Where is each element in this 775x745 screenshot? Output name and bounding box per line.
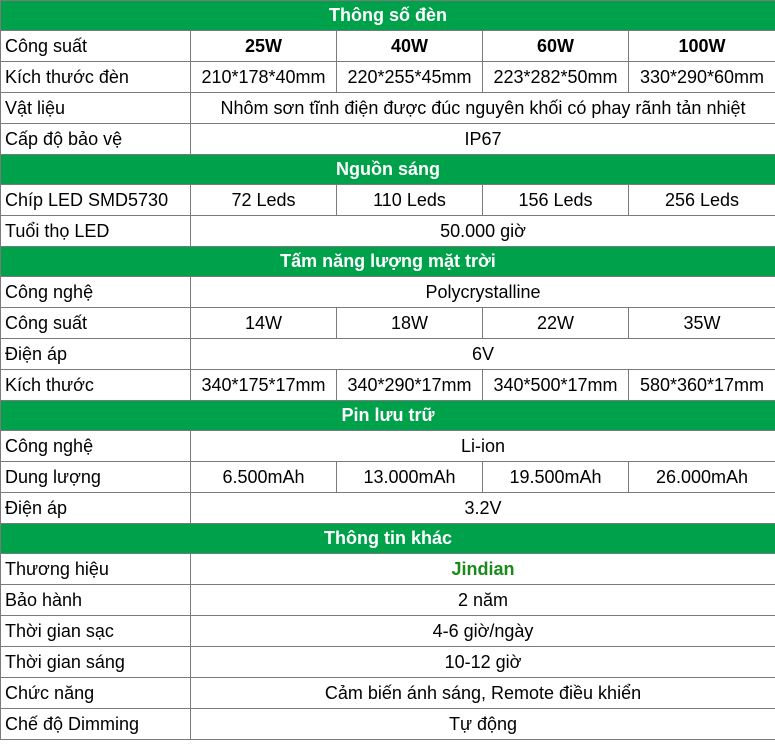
- row-label: Kích thước: [1, 370, 191, 401]
- cell-value: 2 năm: [191, 585, 775, 616]
- row-label: Thương hiệu: [1, 554, 191, 585]
- cell-value: 6V: [191, 339, 775, 370]
- row-label: Công suất: [1, 308, 191, 339]
- cell-value: 210*178*40mm: [191, 62, 337, 93]
- cell-value: 14W: [191, 308, 337, 339]
- table-row: [1, 31, 775, 62]
- cell-value: 110 Leds: [337, 185, 483, 216]
- section-title: Nguồn sáng: [1, 155, 775, 185]
- row-label: Thời gian sáng: [1, 647, 191, 678]
- table-row: [1, 647, 775, 678]
- section-header-light-source: [1, 155, 775, 185]
- table-row: [1, 370, 775, 401]
- table-row: [1, 709, 775, 740]
- cell-value: 156 Leds: [483, 185, 629, 216]
- cell-value: 340*175*17mm: [191, 370, 337, 401]
- cell-value: 18W: [337, 308, 483, 339]
- row-label: Bảo hành: [1, 585, 191, 616]
- row-label: Cấp độ bảo vệ: [1, 124, 191, 155]
- cell-value: Polycrystalline: [191, 277, 775, 308]
- cell-value: 72 Leds: [191, 185, 337, 216]
- cell-value: 50.000 giờ: [191, 216, 775, 247]
- cell-value: 3.2V: [191, 493, 775, 524]
- row-label: Kích thước đèn: [1, 62, 191, 93]
- cell-value: 340*500*17mm: [483, 370, 629, 401]
- brand-name: Jindian: [191, 554, 775, 585]
- table-row: [1, 554, 775, 585]
- cell-value: 22W: [483, 308, 629, 339]
- row-label: Điện áp: [1, 339, 191, 370]
- table-row: [1, 493, 775, 524]
- table-row: [1, 277, 775, 308]
- cell-value: 6.500mAh: [191, 462, 337, 493]
- cell-value: 60W: [483, 31, 629, 62]
- table-row: [1, 62, 775, 93]
- table-row: [1, 339, 775, 370]
- cell-value: 256 Leds: [629, 185, 775, 216]
- section-header-lamp: [1, 1, 775, 31]
- cell-value: 4-6 giờ/ngày: [191, 616, 775, 647]
- row-label: Công nghệ: [1, 431, 191, 462]
- cell-value: 19.500mAh: [483, 462, 629, 493]
- section-title: Pin lưu trữ: [1, 401, 775, 431]
- cell-value: 26.000mAh: [629, 462, 775, 493]
- cell-value: Tự động: [191, 709, 775, 740]
- table-row: [1, 678, 775, 709]
- cell-value: 220*255*45mm: [337, 62, 483, 93]
- table-row: [1, 585, 775, 616]
- cell-value: 330*290*60mm: [629, 62, 775, 93]
- row-label: Chế độ Dimming: [1, 709, 191, 740]
- table-row: [1, 616, 775, 647]
- cell-value: Cảm biến ánh sáng, Remote điều khiển: [191, 678, 775, 709]
- row-label: Chíp LED SMD5730: [1, 185, 191, 216]
- section-header-other: [1, 524, 775, 554]
- cell-value: 100W: [629, 31, 775, 62]
- table-row: [1, 93, 775, 124]
- section-title: Thông tin khác: [1, 524, 775, 554]
- cell-value: 10-12 giờ: [191, 647, 775, 678]
- table-row: [1, 462, 775, 493]
- cell-value: 223*282*50mm: [483, 62, 629, 93]
- cell-value: IP67: [191, 124, 775, 155]
- row-label: Vật liệu: [1, 93, 191, 124]
- section-header-battery: [1, 401, 775, 431]
- table-row: [1, 216, 775, 247]
- section-header-solar-panel: [1, 247, 775, 277]
- table-row: [1, 431, 775, 462]
- cell-value: 35W: [629, 308, 775, 339]
- cell-value: 13.000mAh: [337, 462, 483, 493]
- row-label: Tuổi thọ LED: [1, 216, 191, 247]
- row-label: Thời gian sạc: [1, 616, 191, 647]
- table-row: [1, 308, 775, 339]
- row-label: Dung lượng: [1, 462, 191, 493]
- cell-value: 340*290*17mm: [337, 370, 483, 401]
- cell-value: 25W: [191, 31, 337, 62]
- row-label: Công nghệ: [1, 277, 191, 308]
- row-label: Điện áp: [1, 493, 191, 524]
- row-label: Công suất: [1, 31, 191, 62]
- table-row: [1, 185, 775, 216]
- cell-value: 40W: [337, 31, 483, 62]
- section-title: Thông số đèn: [1, 1, 775, 31]
- table-row: [1, 124, 775, 155]
- row-label: Chức năng: [1, 678, 191, 709]
- cell-value: Li-ion: [191, 431, 775, 462]
- cell-value: 580*360*17mm: [629, 370, 775, 401]
- cell-value: Nhôm sơn tĩnh điện được đúc nguyên khối có phay rãnh tản nhiệt: [191, 93, 775, 124]
- section-title: Tấm năng lượng mặt trời: [1, 247, 775, 277]
